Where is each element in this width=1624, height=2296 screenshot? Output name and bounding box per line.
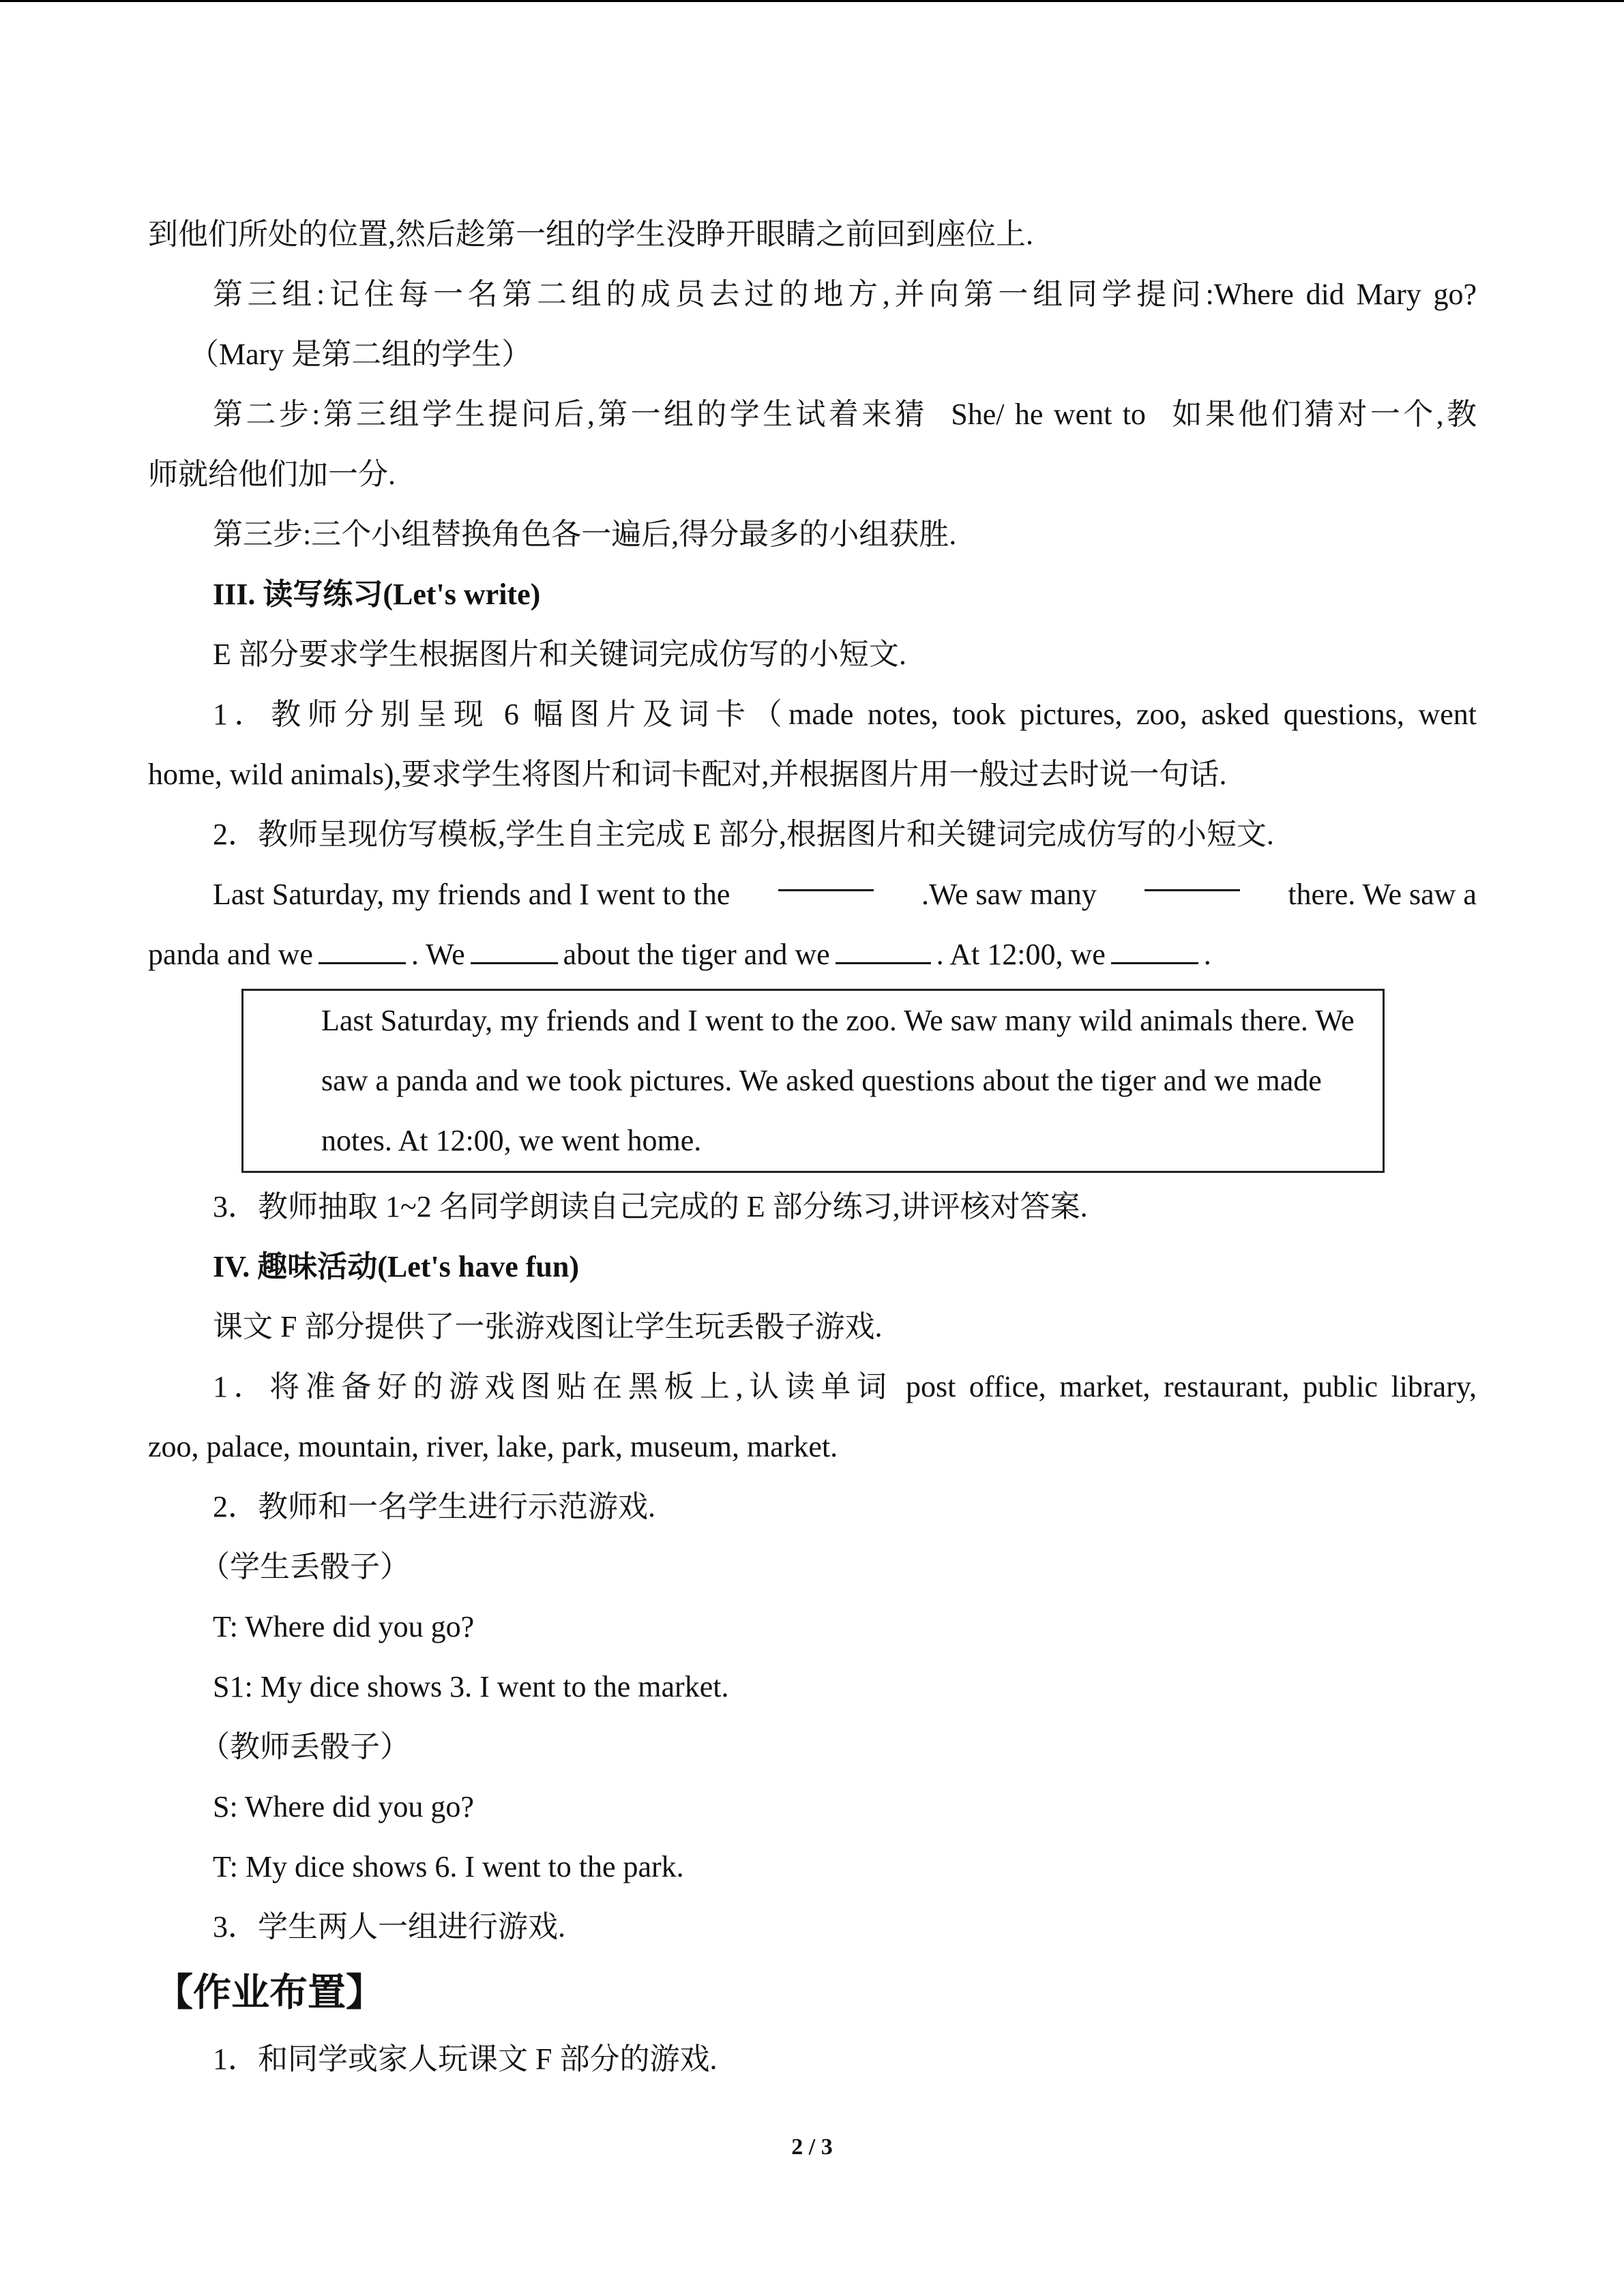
paragraph-line: 1．将准备好的游戏图贴在黑板上,认读单词 post office, market, restaurant, public library,: [213, 1370, 1477, 1403]
answer-box: [241, 989, 1385, 1173]
blank-line: [778, 865, 874, 891]
section-heading: III. 读写练习(Let's write): [213, 578, 541, 611]
paragraph-line: 第三组:记住每一名第二组的成员去过的地方,并向第一组同学提问:Where did Mary go?: [213, 278, 1477, 311]
paragraph-line: 课文 F 部分提供了一张游戏图让学生玩丢骰子游戏.: [213, 1310, 883, 1343]
paragraph-line: （教师丢骰子）: [200, 1730, 410, 1763]
section-heading: IV. 趣味活动(Let's have fun): [213, 1250, 580, 1283]
paragraph-line: 2．教师呈现仿写模板,学生自主完成 E 部分,根据图片和关键词完成仿写的小短文.: [213, 818, 1274, 851]
template-text: . We: [411, 938, 465, 971]
paragraph-line: 师就给他们加一分.: [148, 458, 396, 491]
answer-text: Last Saturday, my friends and I went to the zoo. We saw many wild animals there. We saw a panda and we took pictures. We asked questions about the tiger and we made notes. At 12:00, we went home.: [321, 1004, 1355, 1157]
top-border: [0, 0, 1624, 2]
blank-line: [1145, 865, 1240, 891]
paragraph-line: 第三步:三个小组替换角色各一遍后,得分最多的小组获胜.: [213, 518, 957, 551]
paragraph-line: 3．学生两人一组进行游戏.: [213, 1910, 565, 1943]
paragraph-line: home, wild animals),要求学生将图片和词卡配对,并根据图片用一般过去时说一句话.: [148, 758, 1227, 791]
dialogue-line: S1: My dice shows 3. I went to the market.: [213, 1670, 729, 1703]
template-text: .We saw many: [921, 878, 1097, 911]
homework-heading: 【作业布置】: [155, 1971, 384, 2015]
template-text: . At 12:00, we: [936, 938, 1106, 971]
blank-line: [471, 938, 558, 964]
blank-line: [1111, 938, 1198, 964]
paragraph-line: zoo, palace, mountain, river, lake, park, museum, market.: [148, 1430, 838, 1463]
page-number: 2 / 3: [791, 2134, 833, 2160]
template-text: there. We saw a: [1288, 878, 1477, 911]
dialogue-line: T: My dice shows 6. I went to the park.: [213, 1850, 684, 1883]
template-line: [148, 925, 1477, 985]
paragraph-line: 到他们所处的位置,然后趁第一组的学生没睁开眼睛之前回到座位上.: [148, 218, 1033, 251]
dialogue-line: S: Where did you go?: [213, 1790, 474, 1823]
paragraph-line: （学生丢骰子）: [200, 1550, 410, 1583]
paragraph-line: 1．教师分别呈现 6 幅图片及词卡（made notes, took pictures, zoo, asked questions, went: [213, 698, 1477, 731]
template-text: .: [1203, 938, 1211, 971]
paragraph-line: E 部分要求学生根据图片和关键词完成仿写的小短文.: [213, 638, 906, 671]
paragraph-line: 第二步:第三组学生提问后,第一组的学生试着来猜 She/ he went to 如果他们猜对一个,教: [213, 398, 1477, 431]
blank-line: [319, 938, 406, 964]
paragraph-line: 3．教师抽取 1~2 名同学朗读自己完成的 E 部分练习,讲评核对答案.: [213, 1190, 1088, 1223]
template-text: panda and we: [148, 938, 313, 971]
blank-line: [836, 938, 931, 964]
paragraph-line: 1．和同学或家人玩课文 F 部分的游戏.: [213, 2042, 718, 2076]
document-body: [148, 205, 1477, 2089]
paragraph-line: （Mary 是第二组的学生）: [189, 338, 532, 371]
dialogue-line: T: Where did you go?: [213, 1610, 475, 1643]
template-text: about the tiger and we: [563, 938, 830, 971]
template-line: [148, 865, 1477, 925]
template-text: Last Saturday, my friends and I went to the: [213, 878, 730, 911]
paragraph-line: 2．教师和一名学生进行示范游戏.: [213, 1490, 655, 1523]
